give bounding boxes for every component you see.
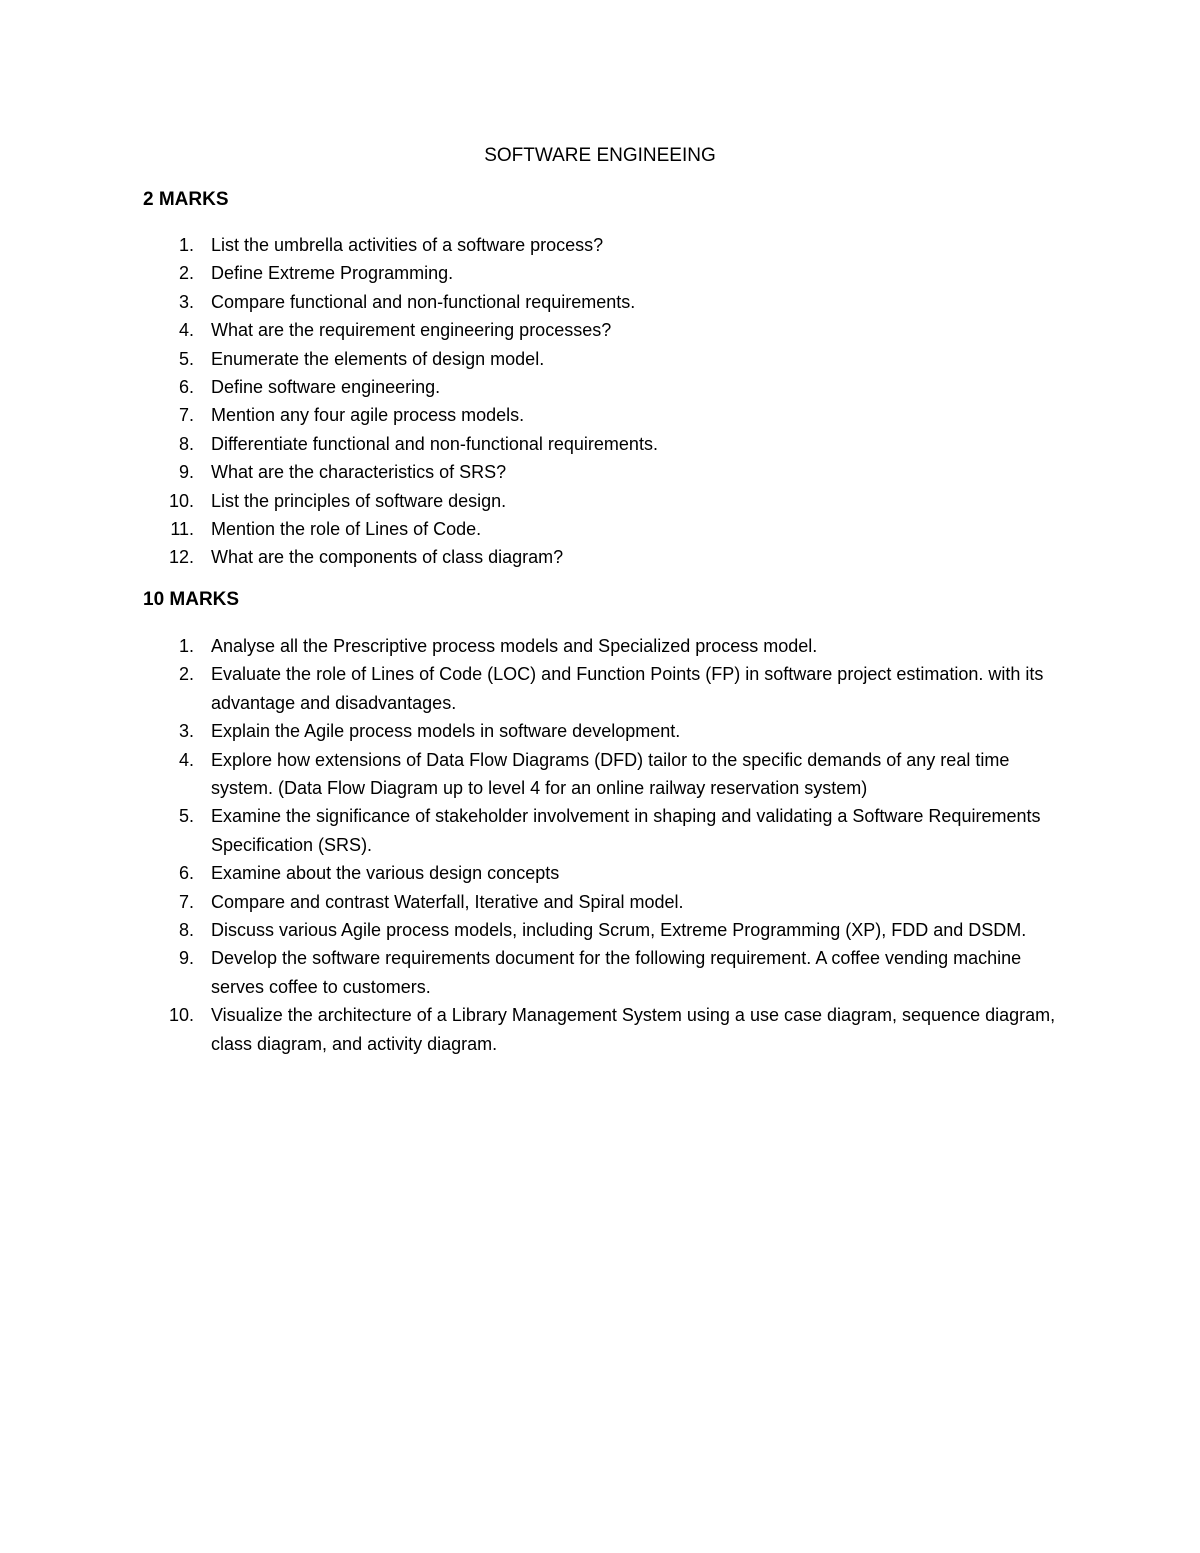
question-number: 8.	[178, 433, 194, 454]
question-text: List the principles of software design.	[211, 490, 507, 511]
question-number: 12.	[168, 547, 194, 568]
question-text: Examine the significance of stakeholder involvement in shaping and validating a Software Requirements Specification (SRS).	[211, 806, 1041, 855]
question-text: Explore how extensions of Data Flow Diagrams (DFD) tailor to the specific demands of any real time system. (Data Flow Diagram up to level 4 for an online railway reservation system)	[211, 749, 1010, 799]
list-item	[0, 373, 1200, 401]
list-item	[0, 231, 1200, 259]
question-text: Mention the role of Lines of Code.	[211, 519, 482, 540]
question-number: 5.	[178, 806, 194, 827]
question-number: 9.	[178, 462, 194, 483]
question-text: Enumerate the elements of design model.	[211, 348, 545, 369]
question-number: 8.	[178, 920, 194, 941]
question-number: 6.	[178, 377, 194, 398]
question-number: 6.	[178, 863, 194, 884]
list-item	[0, 515, 1200, 543]
list-item	[0, 543, 1200, 571]
question-number: 10.	[168, 1005, 194, 1026]
list-item	[0, 916, 1200, 944]
list-item	[0, 717, 1200, 745]
list-item	[0, 859, 1200, 887]
question-number: 7.	[178, 405, 194, 426]
list-item	[0, 1001, 1200, 1058]
question-number: 5.	[178, 348, 194, 369]
section-heading-2-marks: 2 MARKS	[143, 189, 229, 210]
question-text: Compare and contrast Waterfall, Iterative and Spiral model.	[211, 891, 684, 912]
question-text: Examine about the various design concepts	[211, 863, 560, 884]
list-item	[0, 746, 1200, 803]
question-text: Discuss various Agile process models, including Scrum, Extreme Programming (XP), FDD and DSDM.	[211, 920, 1027, 941]
list-item	[0, 487, 1200, 515]
question-text: List the umbrella activities of a software process?	[211, 235, 604, 255]
question-number: 1.	[178, 235, 194, 255]
question-number: 3.	[178, 291, 194, 312]
question-text: Develop the software requirements document for the following requirement. A coffee vending machine serves coffee to customers.	[211, 948, 1022, 997]
question-number: 7.	[178, 891, 194, 912]
question-text: What are the characteristics of SRS?	[211, 462, 507, 483]
question-number: 2.	[178, 263, 194, 284]
list-item	[0, 259, 1200, 287]
question-number: 1.	[178, 636, 194, 656]
question-text: Define software engineering.	[211, 377, 441, 398]
list-item	[0, 888, 1200, 916]
question-text: Analyse all the Prescriptive process models and Specialized process model.	[211, 636, 818, 656]
list-item	[0, 802, 1200, 859]
section-heading-10-marks: 10 MARKS	[143, 589, 240, 610]
document-title: SOFTWARE ENGINEEING	[484, 145, 716, 166]
question-text: Visualize the architecture of a Library Management System using a use case diagram, sequence diagram, class diagram, and activity diagram.	[211, 1005, 1056, 1054]
list-item	[0, 632, 1200, 660]
list-item	[0, 288, 1200, 316]
question-text: What are the components of class diagram?	[211, 547, 564, 568]
list-item	[0, 660, 1200, 717]
question-number: 4.	[178, 320, 194, 341]
question-list-10-marks	[0, 632, 1200, 1058]
question-number: 11.	[170, 519, 194, 540]
question-number: 10.	[168, 490, 194, 511]
list-item	[0, 430, 1200, 458]
question-text: What are the requirement engineering processes?	[211, 320, 612, 341]
question-list-2-marks	[0, 231, 1200, 572]
question-text: Compare functional and non-functional requirements.	[211, 291, 636, 312]
list-item	[0, 316, 1200, 344]
question-text: Mention any four agile process models.	[211, 405, 525, 426]
question-text: Explain the Agile process models in software development.	[211, 721, 681, 742]
list-item	[0, 401, 1200, 429]
question-number: 9.	[178, 948, 194, 969]
question-text: Define Extreme Programming.	[211, 263, 454, 284]
question-number: 2.	[178, 664, 194, 685]
list-item	[0, 345, 1200, 373]
question-text: Differentiate functional and non-functional requirements.	[211, 433, 658, 454]
list-item	[0, 944, 1200, 1001]
list-item	[0, 458, 1200, 486]
question-text: Evaluate the role of Lines of Code (LOC) and Function Points (FP) in software project estimation. with its advantage and disadvantages.	[211, 664, 1044, 713]
question-number: 3.	[178, 721, 194, 742]
question-number: 4.	[178, 749, 194, 770]
